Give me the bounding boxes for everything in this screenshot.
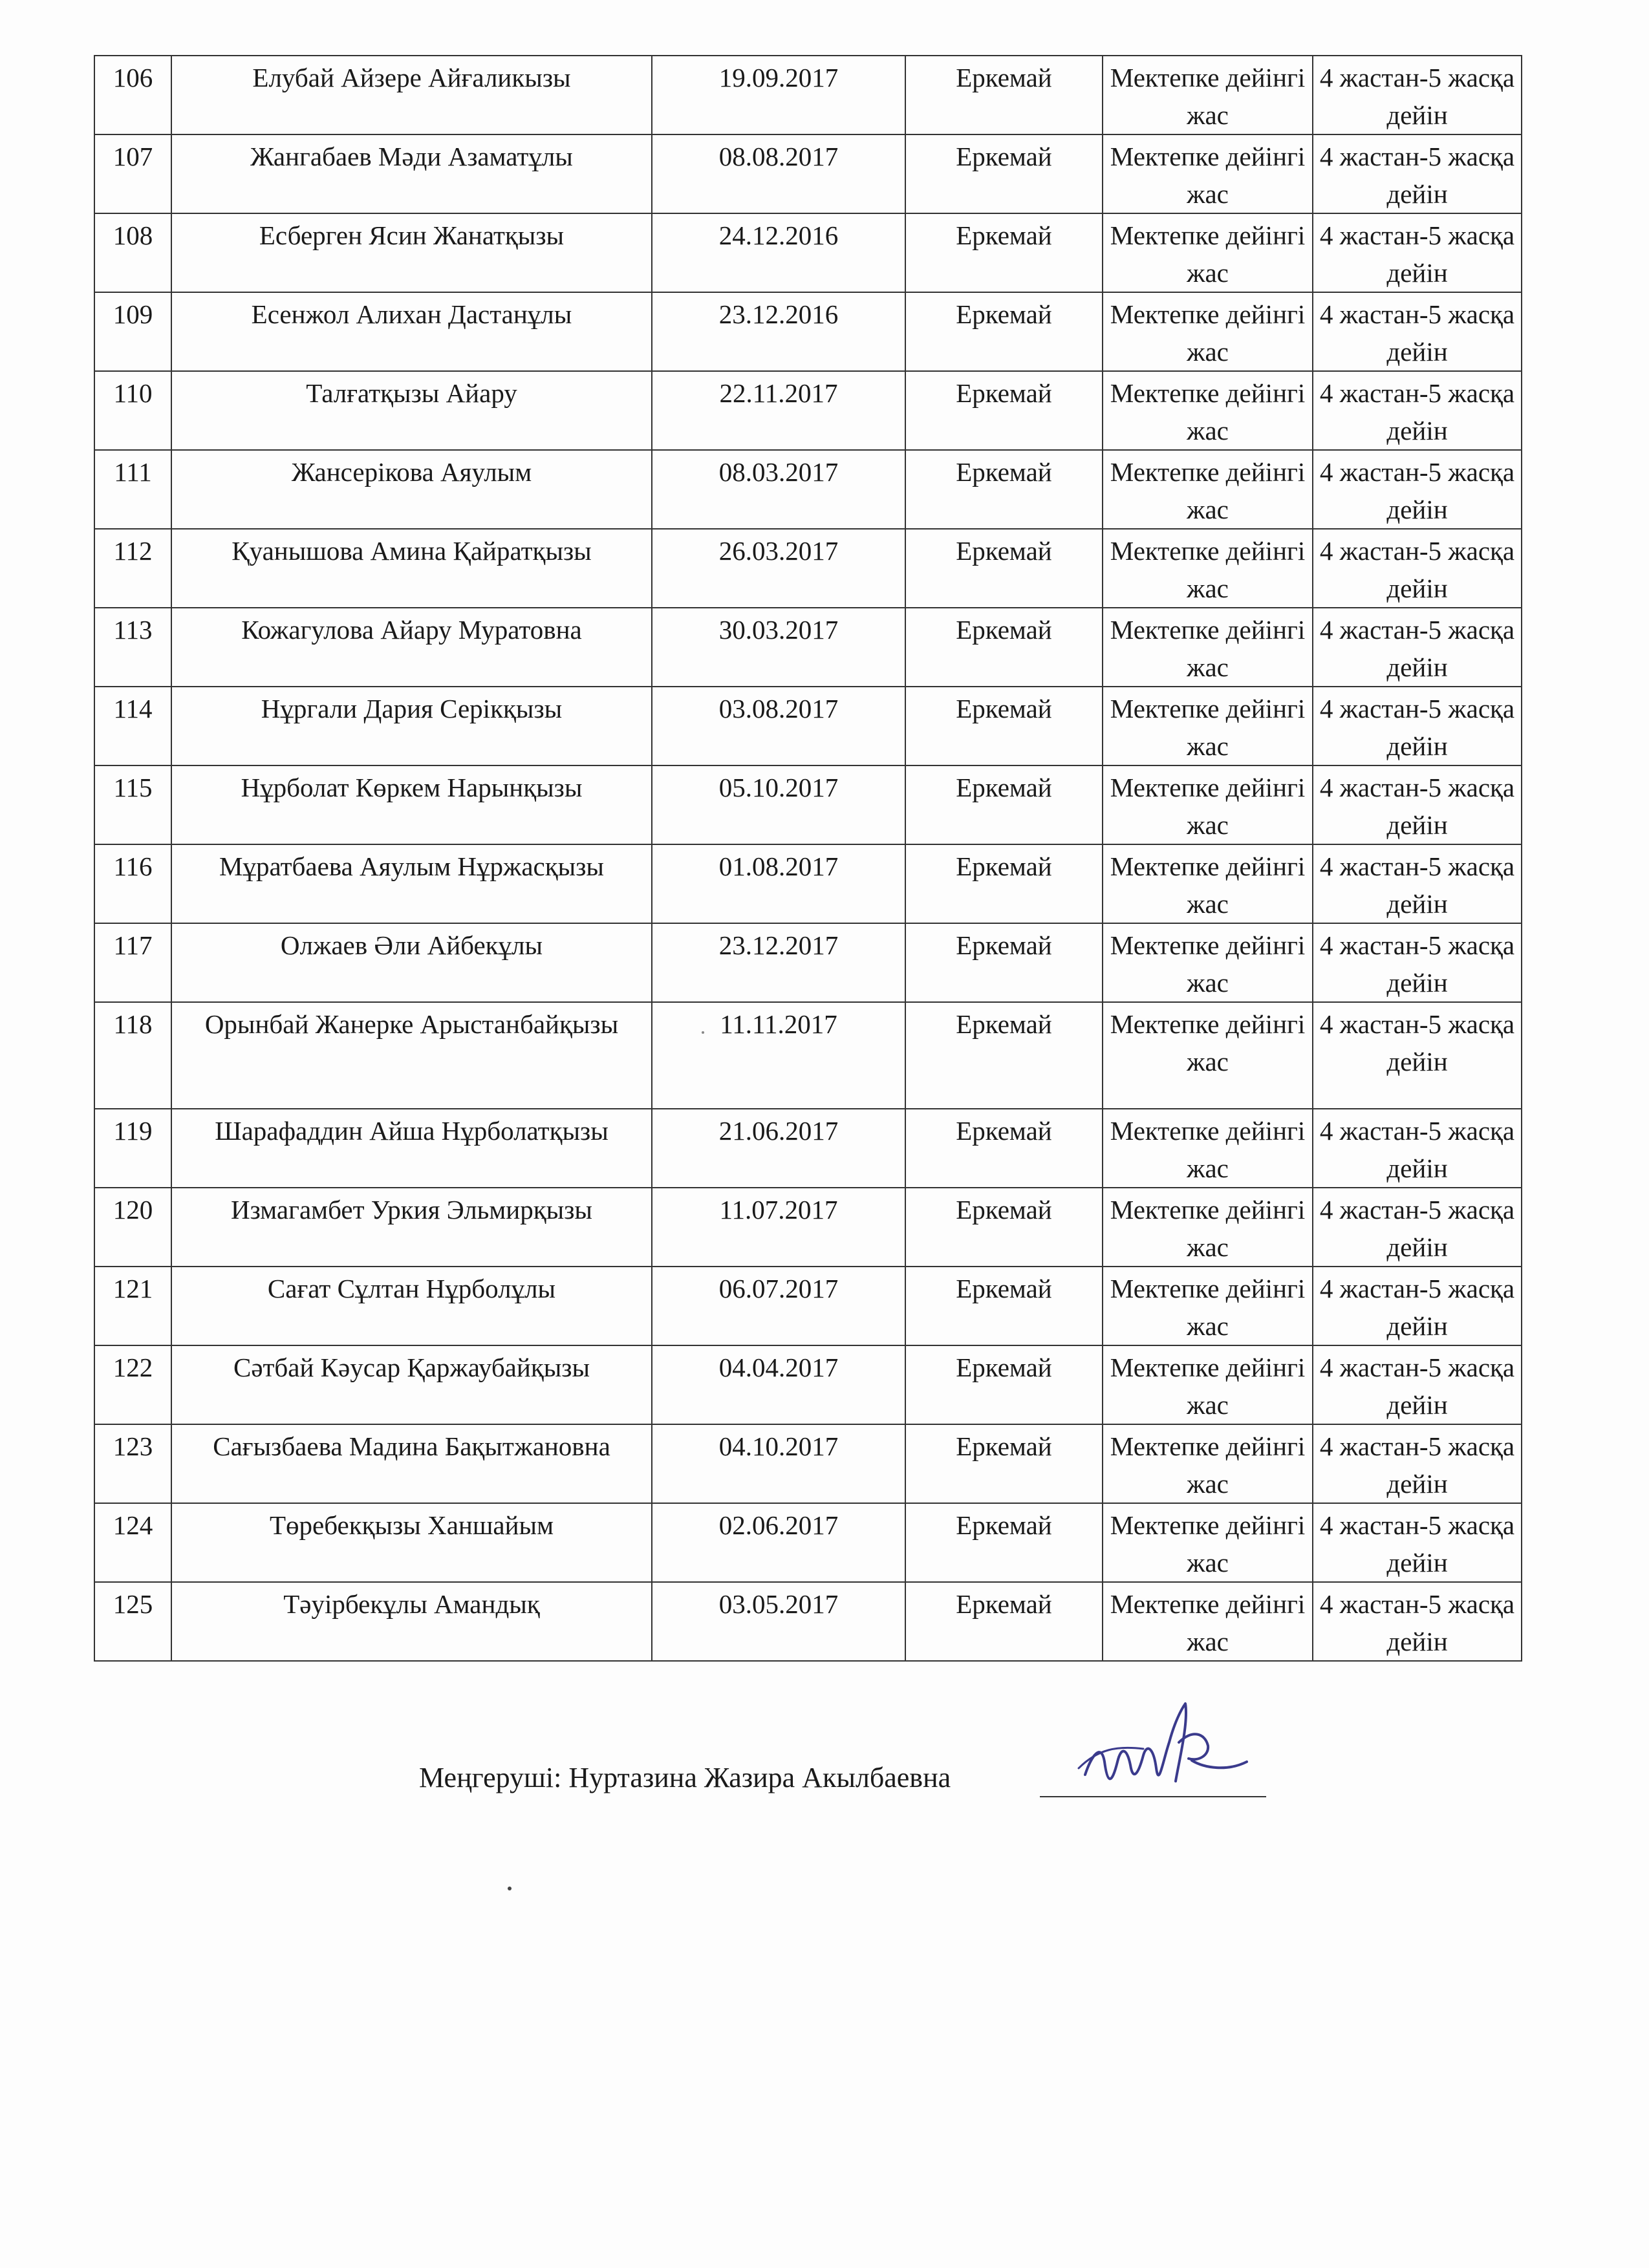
group-name: Еркемай — [905, 765, 1103, 844]
handwritten-signature-icon — [1066, 1684, 1260, 1813]
age-category: Мектепке дейінгі жас — [1103, 56, 1313, 134]
birth-date: 11.07.2017 — [652, 1188, 905, 1267]
row-number: 118 — [94, 1002, 171, 1109]
birth-date: 23.12.2017 — [652, 923, 905, 1002]
age-range: 4 жастан-5 жасқа дейін — [1313, 1002, 1522, 1109]
table-row — [94, 371, 1522, 450]
child-name: Измагамбет Уркия Эльмирқызы — [171, 1188, 652, 1267]
age-range: 4 жастан-5 жасқа дейін — [1313, 134, 1522, 213]
birth-date: 11.11.2017 — [652, 1002, 905, 1109]
birth-date: 02.06.2017 — [652, 1503, 905, 1582]
scan-speck — [702, 1031, 704, 1034]
table-row — [94, 1109, 1522, 1188]
age-category: Мектепке дейінгі жас — [1103, 1188, 1313, 1267]
table-row — [94, 1345, 1522, 1424]
table-row — [94, 292, 1522, 371]
age-range: 4 жастан-5 жасқа дейін — [1313, 450, 1522, 529]
child-name: Сағат Сұлтан Нұрболұлы — [171, 1267, 652, 1345]
child-name: Орынбай Жанерке Арыстанбайқызы — [171, 1002, 652, 1109]
child-name: Кожагулова Айару Муратовна — [171, 608, 652, 687]
age-range: 4 жастан-5 жасқа дейін — [1313, 1424, 1522, 1503]
table-row — [94, 56, 1522, 134]
birth-date: 08.03.2017 — [652, 450, 905, 529]
birth-date: 24.12.2016 — [652, 213, 905, 292]
child-name: Тәуірбекұлы Амандық — [171, 1582, 652, 1661]
age-range: 4 жастан-5 жасқа дейін — [1313, 1345, 1522, 1424]
child-name: Сағызбаева Мадина Бақытжановна — [171, 1424, 652, 1503]
age-category: Мектепке дейінгі жас — [1103, 1424, 1313, 1503]
children-roster-table — [94, 55, 1522, 1662]
table-row — [94, 450, 1522, 529]
group-name: Еркемай — [905, 1109, 1103, 1188]
birth-date: 04.04.2017 — [652, 1345, 905, 1424]
table-row — [94, 765, 1522, 844]
age-category: Мектепке дейінгі жас — [1103, 371, 1313, 450]
age-category: Мектепке дейінгі жас — [1103, 1345, 1313, 1424]
group-name: Еркемай — [905, 56, 1103, 134]
age-category: Мектепке дейінгі жас — [1103, 1267, 1313, 1345]
row-number: 116 — [94, 844, 171, 923]
table-row — [94, 213, 1522, 292]
age-range: 4 жастан-5 жасқа дейін — [1313, 1582, 1522, 1661]
age-category: Мектепке дейінгі жас — [1103, 450, 1313, 529]
birth-date: 22.11.2017 — [652, 371, 905, 450]
group-name: Еркемай — [905, 687, 1103, 765]
age-category: Мектепке дейінгі жас — [1103, 1582, 1313, 1661]
row-number: 125 — [94, 1582, 171, 1661]
row-number: 123 — [94, 1424, 171, 1503]
age-category: Мектепке дейінгі жас — [1103, 1503, 1313, 1582]
age-range: 4 жастан-5 жасқа дейін — [1313, 1109, 1522, 1188]
birth-date: 08.08.2017 — [652, 134, 905, 213]
child-name: Олжаев Әли Айбекұлы — [171, 923, 652, 1002]
row-number: 111 — [94, 450, 171, 529]
table-row — [94, 1267, 1522, 1345]
birth-date: 21.06.2017 — [652, 1109, 905, 1188]
table-row — [94, 1002, 1522, 1109]
child-name: Жангабаев Мәди Азаматұлы — [171, 134, 652, 213]
age-range: 4 жастан-5 жасқа дейін — [1313, 213, 1522, 292]
child-name: Сәтбай Кәусар Қаржаубайқызы — [171, 1345, 652, 1424]
child-name: Мұратбаева Аяулым Нұржасқызы — [171, 844, 652, 923]
birth-date: 03.08.2017 — [652, 687, 905, 765]
row-number: 114 — [94, 687, 171, 765]
age-range: 4 жастан-5 жасқа дейін — [1313, 56, 1522, 134]
age-category: Мектепке дейінгі жас — [1103, 608, 1313, 687]
row-number: 122 — [94, 1345, 171, 1424]
row-number: 119 — [94, 1109, 171, 1188]
row-number: 121 — [94, 1267, 171, 1345]
row-number: 115 — [94, 765, 171, 844]
row-number: 106 — [94, 56, 171, 134]
child-name: Нұргали Дария Серікқызы — [171, 687, 652, 765]
age-range: 4 жастан-5 жасқа дейін — [1313, 529, 1522, 608]
table-row — [94, 529, 1522, 608]
group-name: Еркемай — [905, 1424, 1103, 1503]
child-name: Нұрболат Көркем Нарынқызы — [171, 765, 652, 844]
age-category: Мектепке дейінгі жас — [1103, 292, 1313, 371]
head-signature-label: Меңгеруші: Нуртазина Жазира Акылбаевна — [419, 1762, 951, 1793]
group-name: Еркемай — [905, 450, 1103, 529]
birth-date: 04.10.2017 — [652, 1424, 905, 1503]
age-range: 4 жастан-5 жасқа дейін — [1313, 371, 1522, 450]
group-name: Еркемай — [905, 371, 1103, 450]
age-category: Мектепке дейінгі жас — [1103, 765, 1313, 844]
child-name: Төребекқызы Ханшайым — [171, 1503, 652, 1582]
child-name: Есенжол Алихан Дастанұлы — [171, 292, 652, 371]
group-name: Еркемай — [905, 1582, 1103, 1661]
child-name: Елубай Айзере Айғаликызы — [171, 56, 652, 134]
child-name: Талғатқызы Айару — [171, 371, 652, 450]
table-row — [94, 1503, 1522, 1582]
row-number: 110 — [94, 371, 171, 450]
age-range: 4 жастан-5 жасқа дейін — [1313, 844, 1522, 923]
child-name: Есберген Ясин Жанатқызы — [171, 213, 652, 292]
group-name: Еркемай — [905, 292, 1103, 371]
age-category: Мектепке дейінгі жас — [1103, 923, 1313, 1002]
row-number: 117 — [94, 923, 171, 1002]
row-number: 109 — [94, 292, 171, 371]
age-category: Мектепке дейінгі жас — [1103, 1109, 1313, 1188]
age-category: Мектепке дейінгі жас — [1103, 134, 1313, 213]
child-name: Жансерікова Аяулым — [171, 450, 652, 529]
age-category: Мектепке дейінгі жас — [1103, 844, 1313, 923]
table-row — [94, 1424, 1522, 1503]
group-name: Еркемай — [905, 1503, 1103, 1582]
birth-date: 19.09.2017 — [652, 56, 905, 134]
age-range: 4 жастан-5 жасқа дейін — [1313, 608, 1522, 687]
row-number: 107 — [94, 134, 171, 213]
table-row — [94, 134, 1522, 213]
row-number: 108 — [94, 213, 171, 292]
group-name: Еркемай — [905, 213, 1103, 292]
birth-date: 30.03.2017 — [652, 608, 905, 687]
age-range: 4 жастан-5 жасқа дейін — [1313, 923, 1522, 1002]
row-number: 113 — [94, 608, 171, 687]
age-range: 4 жастан-5 жасқа дейін — [1313, 1188, 1522, 1267]
age-range: 4 жастан-5 жасқа дейін — [1313, 687, 1522, 765]
age-category: Мектепке дейінгі жас — [1103, 529, 1313, 608]
age-range: 4 жастан-5 жасқа дейін — [1313, 765, 1522, 844]
table-row — [94, 687, 1522, 765]
table-row — [94, 1188, 1522, 1267]
birth-date: 26.03.2017 — [652, 529, 905, 608]
row-number: 112 — [94, 529, 171, 608]
child-name: Қуанышова Амина Қайратқызы — [171, 529, 652, 608]
group-name: Еркемай — [905, 1267, 1103, 1345]
child-name: Шарафаддин Айша Нұрболатқызы — [171, 1109, 652, 1188]
birth-date: 01.08.2017 — [652, 844, 905, 923]
table-row — [94, 844, 1522, 923]
scan-speck — [508, 1887, 512, 1890]
birth-date: 05.10.2017 — [652, 765, 905, 844]
age-category: Мектепке дейінгі жас — [1103, 687, 1313, 765]
group-name: Еркемай — [905, 1345, 1103, 1424]
age-category: Мектепке дейінгі жас — [1103, 1002, 1313, 1109]
signature-block — [419, 1759, 1299, 1830]
birth-date: 06.07.2017 — [652, 1267, 905, 1345]
age-range: 4 жастан-5 жасқа дейін — [1313, 292, 1522, 371]
age-range: 4 жастан-5 жасқа дейін — [1313, 1267, 1522, 1345]
age-range: 4 жастан-5 жасқа дейін — [1313, 1503, 1522, 1582]
group-name: Еркемай — [905, 134, 1103, 213]
birth-date: 23.12.2016 — [652, 292, 905, 371]
group-name: Еркемай — [905, 608, 1103, 687]
age-category: Мектепке дейінгі жас — [1103, 213, 1313, 292]
table-row — [94, 1582, 1522, 1661]
group-name: Еркемай — [905, 529, 1103, 608]
group-name: Еркемай — [905, 844, 1103, 923]
table-row — [94, 923, 1522, 1002]
group-name: Еркемай — [905, 923, 1103, 1002]
row-number: 120 — [94, 1188, 171, 1267]
group-name: Еркемай — [905, 1002, 1103, 1109]
birth-date: 03.05.2017 — [652, 1582, 905, 1661]
table-row — [94, 608, 1522, 687]
group-name: Еркемай — [905, 1188, 1103, 1267]
row-number: 124 — [94, 1503, 171, 1582]
